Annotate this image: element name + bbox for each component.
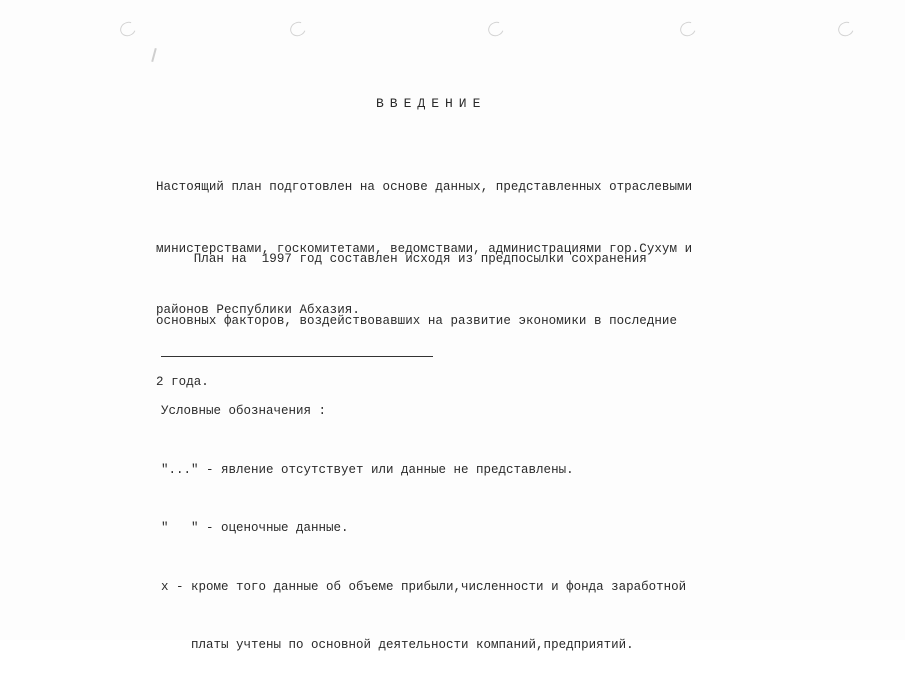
note-item: "..." - явление отсутствует или данные не представлены. — [161, 462, 574, 477]
paragraph-line: План на 1997 год составлен исходя из предпосылки сохранения — [156, 252, 647, 266]
punch-hole-mark — [118, 19, 138, 38]
punch-hole-mark — [678, 19, 698, 38]
punch-hole-mark — [288, 19, 308, 38]
legend-notes — [161, 363, 686, 695]
footnote-divider — [161, 356, 433, 357]
note-item: платы учтены по основной деятельности компаний,предприятий. — [161, 638, 634, 652]
paragraph-line: Настоящий план подготовлен на основе данных, представленных отраслевыми — [156, 180, 693, 194]
paragraph-line: министерствами, госкомитетами, ведомствами, администрациями гор.Сухум и — [156, 241, 693, 256]
notes-heading: Условные обозначения : — [161, 404, 327, 418]
punch-hole-mark — [836, 19, 856, 38]
document-title: ВВЕДЕНИЕ — [376, 96, 487, 111]
paragraph-line: основных факторов, воздействовавших на развитие экономики в последние — [156, 313, 678, 328]
note-item: " " - оценочные данные. — [161, 521, 349, 535]
scan-speck — [151, 48, 157, 62]
paragraph-line: районов Республики Абхазия. — [156, 303, 360, 317]
note-item: x - кроме того данные об объеме прибыли,численности и фонда заработной — [161, 579, 687, 594]
paragraph-line: 2 года. — [156, 375, 209, 389]
punch-hole-mark — [486, 19, 506, 38]
